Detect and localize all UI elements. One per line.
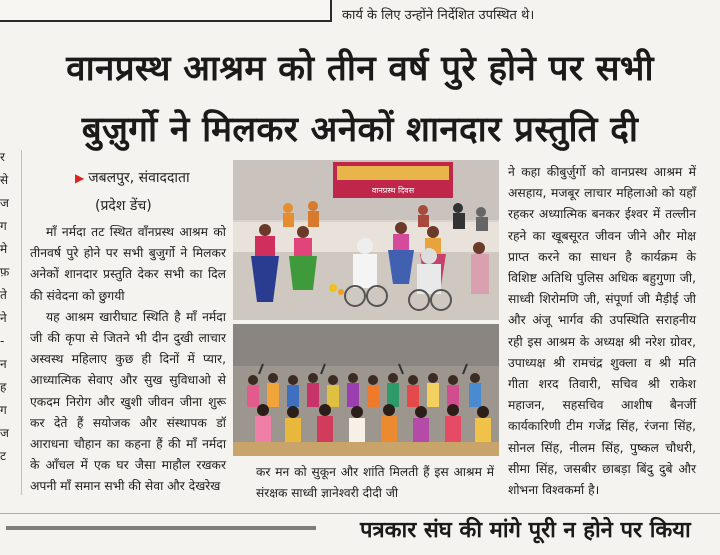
article-column-2 xyxy=(256,462,494,504)
cropped-headline-graphic xyxy=(0,518,330,548)
headline-line-2: बुज़ुर्गो ने मिलकर अनेकों शानदार प्रस्तुति दी xyxy=(81,110,639,150)
previous-article-box xyxy=(0,0,332,22)
byline-arrow-icon: ▶ xyxy=(75,171,85,185)
byline-desk: (प्रदेश डेंच) xyxy=(95,198,152,214)
paragraph: माँ नर्मदा तट स्थित वाँनप्रस्थ आश्रम को तीनवर्ष पुरे होने पर सभी बुजुर्गो ने मिलकर अनेकों शानदार प्रस्तुति देकर सभी का दिल की संवेदना को छुगयी xyxy=(30,225,226,303)
adjacent-column-fragment: र से ज ग मे फ़ ते ने - न ह ग ज ट xyxy=(0,150,10,463)
event-photo-stage xyxy=(233,160,499,320)
article-column-1 xyxy=(30,222,226,498)
byline-place: ▶ जबलपुर, संवाददाता xyxy=(75,170,190,186)
paragraph: यह आश्रम खारीघाट स्थिति है माँ नर्मदा जी की कृपा से जितने भी दीन दुखी लाचार अस्वस्थ महिलाए कुछ ही दिनों में प्यार, आध्यात्मिक सेवाए और सुख सुविधाओ से एकदम निरोग और खुशी जीवन जीना शुरू कर देते हैं सयोजक और संस्थापक डॉ आराधना चौहान का कहना हैं की माँ नर्मदा के आँचल में एक घर जैसा माहौल रखकर अपनी माँ समान सभी की सेवा और देखरेख xyxy=(30,309,226,494)
paragraph: ने कहा कीबुर्ज़ुर्गो को वानप्रस्थ आश्रम में असहाय, मजबूर लाचार महिलाओ को यहाँ रहकर अध्यात्मिक बनकर ईश्वर में तल्लीन रहने का खूबसूरत जीवन जीने और मोक्ष प्राप्त करने का साधन है कार्यक्रम के विशिष्ट अतिथि पुलिस अधिक बहुगुणा जी, साध्वी शिरोमणि जी, संपूर्णा जी मैड़ीई जी और अंजू भार्गव की उपस्थिति सराहनीय रही इस आश्रम के अध्यक्ष श्री नरेश ग्रोवर, उपाध्यक्ष श्री रामचंद्र शुक्ला व श्री मति गीता शरद तिवारी, सचिव श्री राकेश महाजन, सहसचिव आशीष बैनर्जी कार्यकारिणी टीम गजेंद्र सिंह, रंजना सिंह, सोनल सिंह, नीलम सिंह, पुष्कल चौधरी, सीमा सिंह, जसबीर छाबड़ा बिंदु दुबे और शोभना विश्वकर्मा है। xyxy=(508,165,696,498)
article-column-3 xyxy=(508,162,696,501)
headline-line-1: वानप्रस्थ आश्रम को तीन वर्ष पुरे होने पर सभी xyxy=(66,49,654,89)
next-article-headline-left xyxy=(0,518,330,555)
event-photo-group xyxy=(233,324,499,456)
paragraph: कर मन को सुकून और शांति मिलती हैं इस आश्रम में संरक्षक साध्वी ज्ञानेश्वरी दीदी जी xyxy=(256,465,494,501)
column-divider xyxy=(21,150,22,495)
banner-text: वानप्रस्थ दिवस xyxy=(371,186,415,195)
next-article-headline-right: पत्रकार संघ की मांगे पूरी न होने पर किया xyxy=(360,518,691,543)
previous-article-fragment: कार्य के लिए उन्होंने निर्देशित उपस्थित थे। xyxy=(342,8,535,23)
